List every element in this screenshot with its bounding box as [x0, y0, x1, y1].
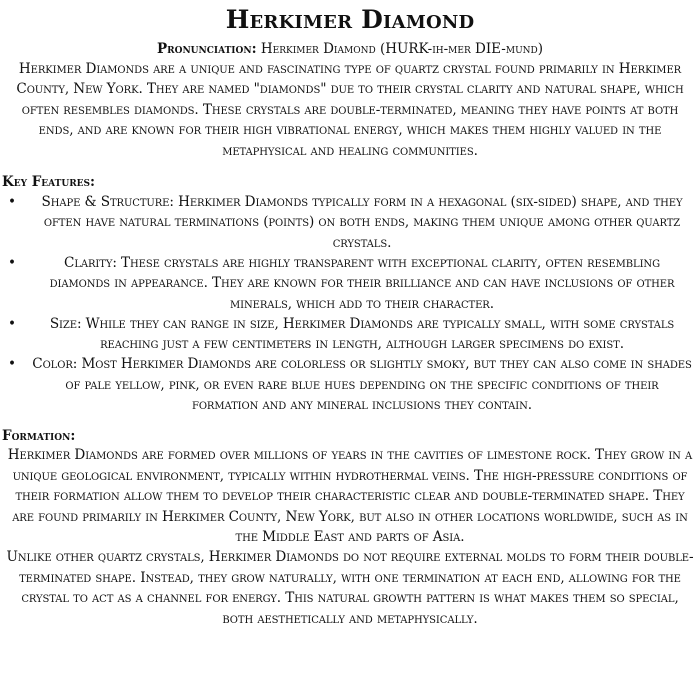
pronunciation-line [0, 40, 700, 58]
feature-text: Shape & Structure: Herkimer Diamonds typically form in a hexagonal (six-sided) shape, and they often have natural terminations (points) on both ends, making them unique among other quartz crystals. [41, 194, 683, 251]
intro-paragraph: Herkimer Diamonds are a unique and fascinating type of quartz crystal found primarily in Herkimer County, New York. They are named "diamonds" due to their crystal clarity and natural shape, which often resembles diamonds. These crystals are double-terminated, meaning they have points at both ends, and are known for their high vibrational energy, which makes them highly valued in the metaphysical and healing communities. [16, 61, 684, 159]
bullet-icon: • [8, 356, 16, 373]
pronunciation-label: Pronunciation: [156, 41, 257, 57]
pronunciation-text: Herkimer Diamond (HURK-ih-mer DIE-mund) [260, 41, 544, 57]
key-features-heading: Key Features: [2, 174, 96, 191]
list-item [8, 253, 692, 314]
formation-paragraph: Herkimer Diamonds are formed over millions of years in the cavities of limestone rock. They grow in a unique geological environment, typically within hydrothermal veins. The high-pressure conditions of their formation allow them to develop their characteristic clear and double-terminated shape. They are found primarily in Herkimer County, New York, but also in other locations worldwide, such as in the Middle East and parts of Asia. [7, 447, 693, 545]
formation-section [0, 445, 700, 629]
list-item [8, 354, 692, 415]
bullet-icon: • [8, 315, 16, 332]
formation-heading: Formation: [2, 428, 76, 445]
feature-text: Size: While they can range in size, Herkimer Diamonds are typically small, with some crystals reaching just a few centimeters in length, although larger specimens do exist. [49, 315, 675, 353]
formation-paragraph: Unlike other quartz crystals, Herkimer Diamonds do not require external molds to form their double-terminated shape. Instead, they grow naturally, with one termination at each end, allowing for the crystal to act as a channel for energy. This natural growth pattern is what makes them so special, both aesthetically and metaphysically. [6, 549, 694, 627]
bullet-icon: • [8, 194, 16, 211]
bullet-icon: • [8, 254, 16, 271]
key-features-list [0, 192, 700, 415]
feature-text: Clarity: These crystals are highly transparent with exceptional clarity, often resembling diamonds in appearance. They are known for their brilliance and can have inclusions of other minerals, which add to their character. [49, 254, 675, 312]
list-item [8, 192, 692, 253]
feature-text: Color: Most Herkimer Diamonds are colorless or slightly smoky, but they can also come in shades of pale yellow, pink, or even rare blue hues depending on the specific conditions of their formation and any mineral inclusions they contain. [32, 356, 692, 413]
list-item [8, 314, 692, 355]
page-title: Herkimer Diamond [225, 5, 475, 34]
